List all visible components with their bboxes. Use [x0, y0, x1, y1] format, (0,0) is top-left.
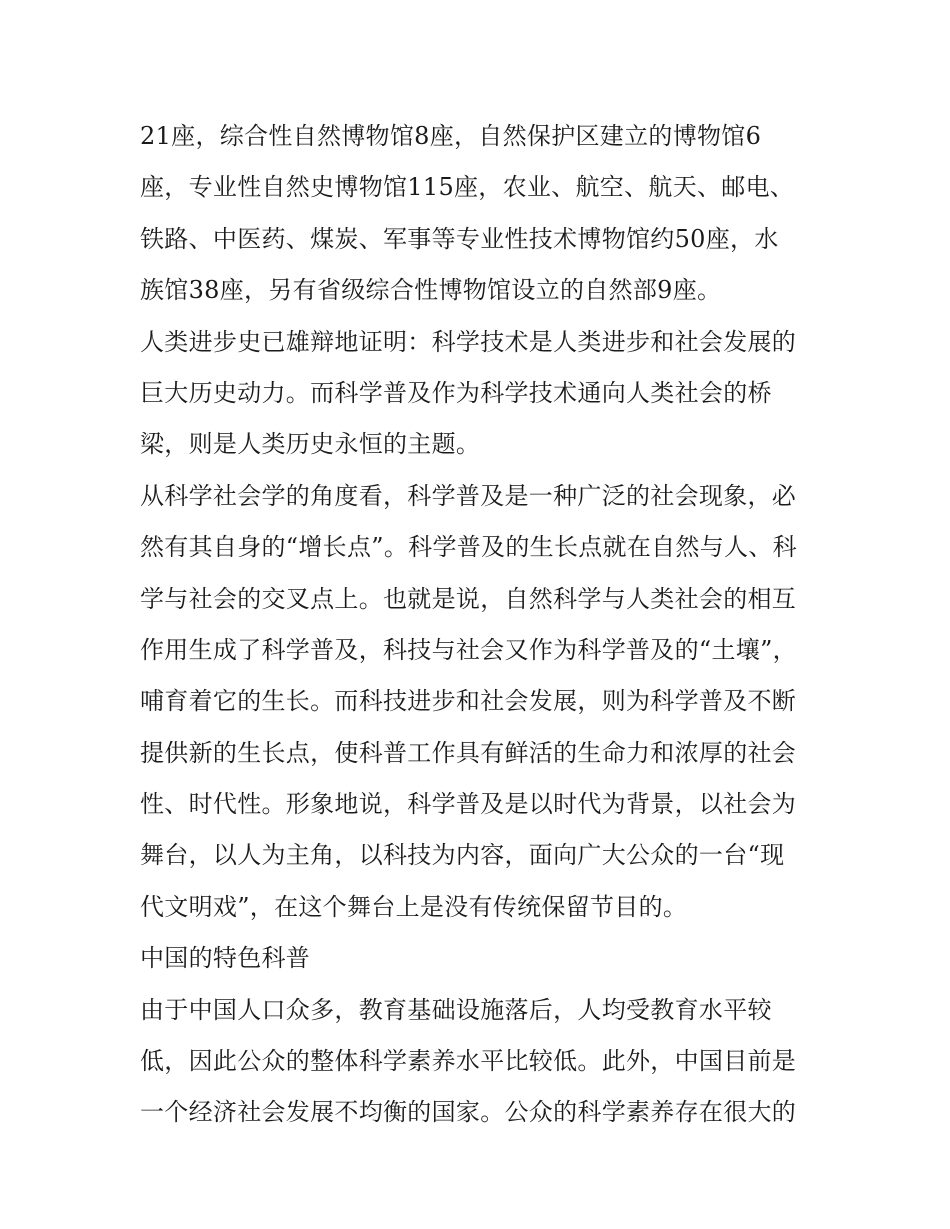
text-line: 哺育着它的生长。而科技进步和社会发展，则为科学普及不断 [140, 687, 797, 716]
text-line: 族馆38座，另有省级综合性博物馆设立的自然部9座。 [140, 276, 722, 305]
text-line: 21座，综合性自然博物馆8座，自然保护区建立的博物馆6 [140, 122, 762, 150]
text-line: 从科学社会学的角度看，科学普及是一种广泛的社会现象，必 [140, 481, 797, 510]
text-line: 一个经济社会发展不均衡的国家。公众的科学素养存在很大的 [140, 1098, 797, 1127]
paragraph-china-situation [140, 985, 820, 1139]
paragraph-science-sociology [140, 471, 820, 934]
paragraph-museum-stats [140, 111, 820, 317]
text-line: 由于中国人口众多，教育基础设施落后，人均受教育水平较 [140, 995, 772, 1024]
heading-line: 中国的特色科普 [140, 944, 311, 973]
text-line: 作用生成了科学普及，科技与社会又作为科学普及的“土壤”， [140, 635, 797, 664]
text-line: 座，专业性自然史博物馆115座，农业、航空、航天、邮电、 [140, 173, 795, 202]
text-line: 低，因此公众的整体科学素养水平比较低。此外，中国目前是 [140, 1047, 797, 1076]
text-line: 巨大历史动力。而科学普及作为科学技术通向人类社会的桥 [140, 378, 772, 407]
text-line: 梁，则是人类历史永恒的主题。 [140, 430, 481, 459]
text-line: 性、时代性。形象地说，科学普及是以时代为背景，以社会为 [140, 790, 797, 819]
text-line: 代文明戏”，在这个舞台上是没有传统保留节目的。 [140, 892, 688, 921]
paragraph-human-progress [140, 317, 820, 471]
text-line: 提供新的生长点，使科普工作具有鲜活的生命力和浓厚的社会 [140, 738, 797, 767]
text-line: 学与社会的交叉点上。也就是说，自然科学与人类社会的相互 [140, 584, 797, 613]
text-line: 舞台，以人为主角，以科技为内容，面向广大公众的一台“现 [140, 841, 785, 870]
text-line: 人类进步史已雄辩地证明：科学技术是人类进步和社会发展的 [140, 327, 797, 356]
text-line: 然有其自身的“增长点”。科学普及的生长点就在自然与人、科 [140, 533, 797, 562]
text-line: 铁路、中医药、煤炭、军事等专业性技术博物馆约50座，水 [140, 224, 779, 253]
section-heading-china-science-popularization [140, 933, 820, 984]
document-page [140, 111, 820, 1139]
